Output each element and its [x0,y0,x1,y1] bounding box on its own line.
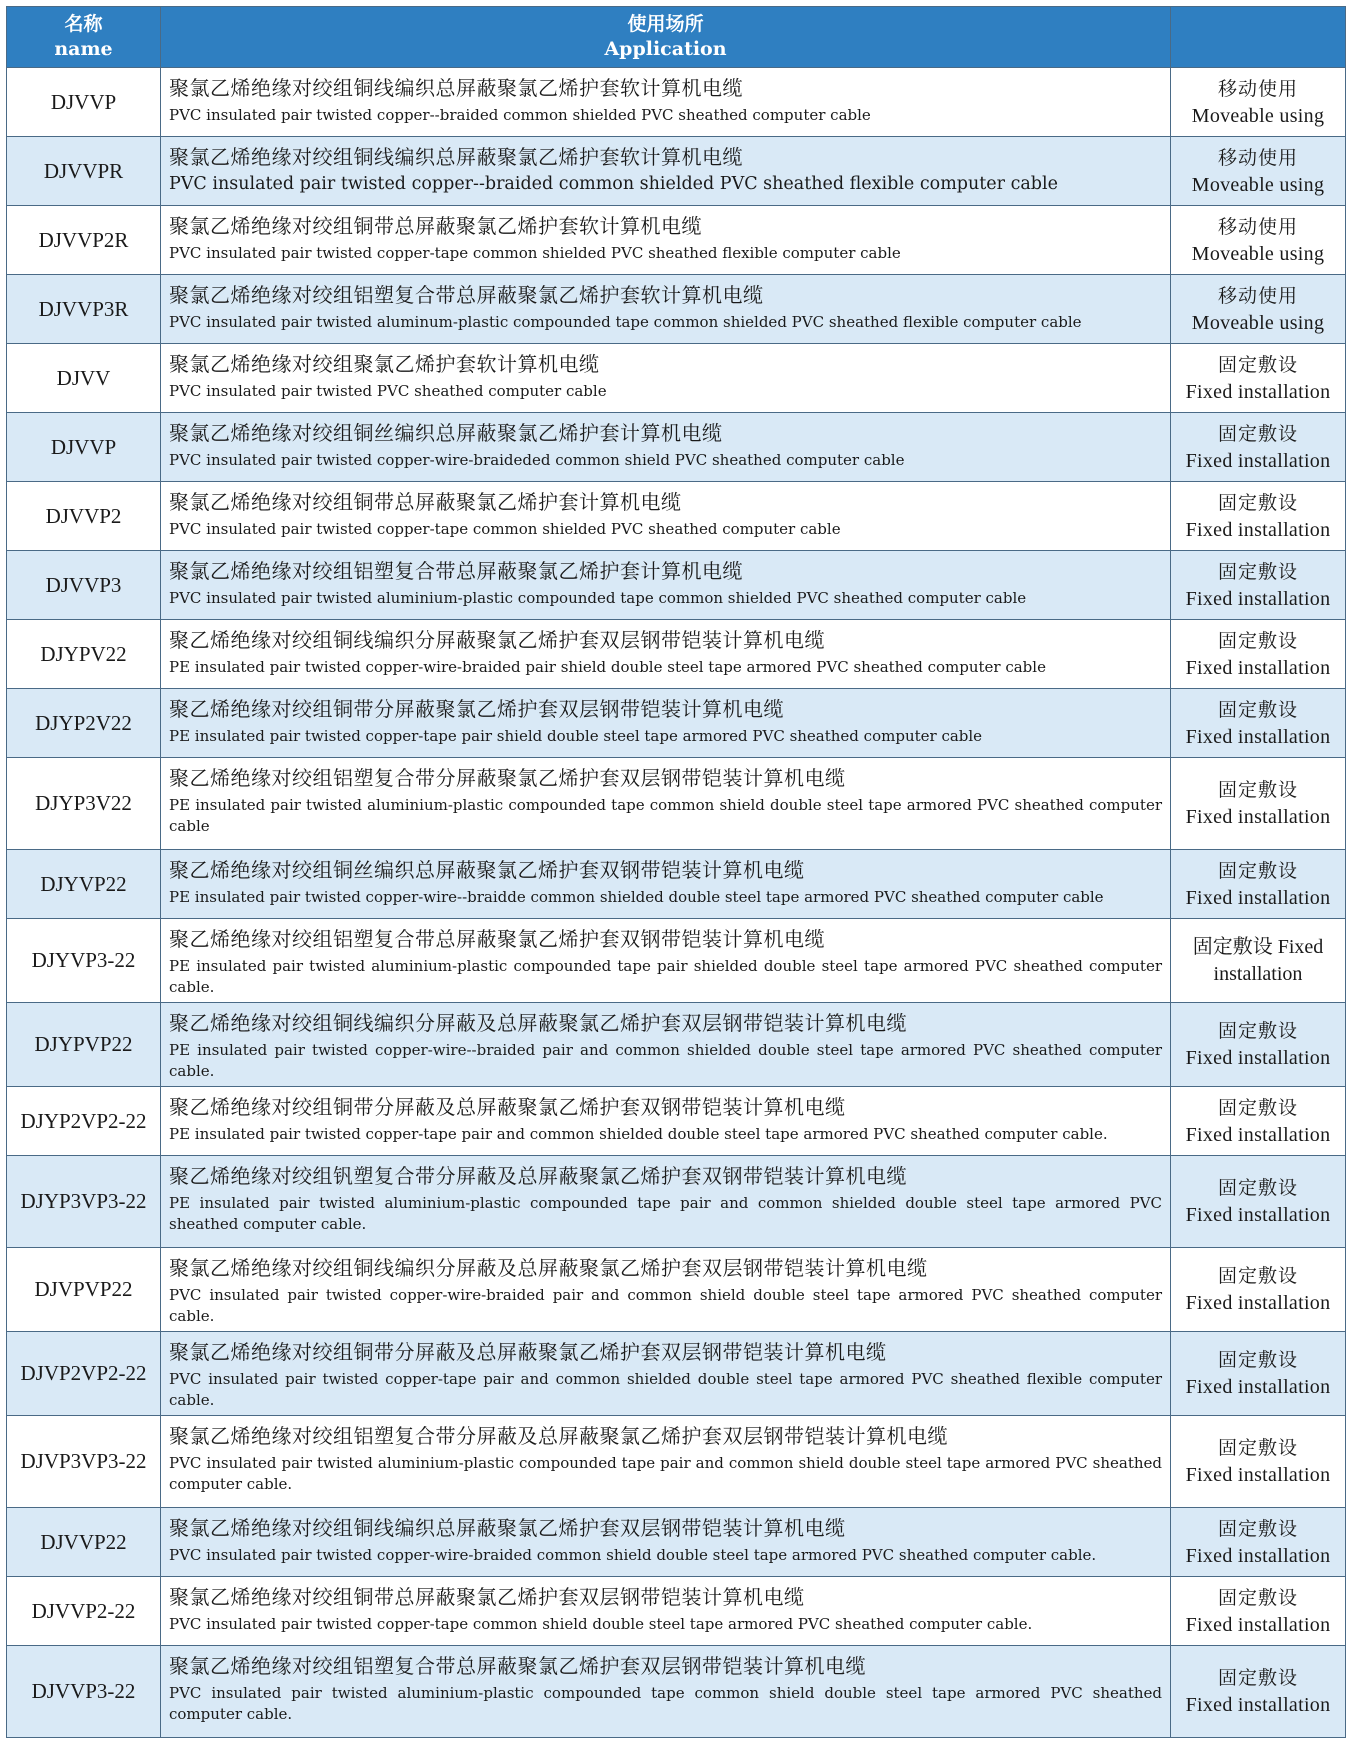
usage-zh: 固定敷设 [1217,698,1298,721]
usage-en: Fixed installation [1185,1694,1331,1716]
description-en: PVC insulated pair twisted copper-tape pair and common shielded double steel tape armored PVC sheathed flexible computer cable. [169,1370,1162,1409]
table-row [7,551,1346,620]
usage-zh: 固定敷设 [1217,1667,1298,1689]
description-zh: 聚乙烯绝缘对绞组铜带分屏蔽及总屏蔽聚氯乙烯护套双钢带铠装计算机电缆 [169,1095,846,1119]
usage-cell [1171,1087,1346,1156]
description-zh: 聚氯乙烯绝缘对绞组铜线编织总屏蔽聚氯乙烯护套软计算机电缆 [169,76,743,100]
usage-cell [1171,1003,1346,1087]
cable-description [161,413,1171,482]
cable-model-name: DJVPVP22 [7,1248,161,1332]
usage-zh: 固定敷设 [1217,1020,1298,1042]
description-en: PVC insulated pair twisted aluminium-plastic compounded tape pair and common shield double steel tape armored PVC sheathed computer cable. [169,1454,1162,1493]
usage-cell [1171,1577,1346,1646]
usage-cell [1171,1508,1346,1577]
cable-description [161,1646,1171,1738]
description-en: PE insulated pair twisted copper-tape pair shield double steel tape armored PVC sheathed computer cable [169,727,983,745]
usage-zh: 固定敷设 [1217,422,1298,445]
description-en: PE insulated pair twisted aluminium-plastic compounded tape pair shielded double steel tape armored PVC sheathed computer cable. [169,957,1162,996]
header-application-en: Application [604,38,727,60]
description-zh: 聚氯乙烯绝缘对绞组铜带总屏蔽聚氯乙烯护套计算机电缆 [169,490,682,514]
cable-model-name: DJVVP [7,413,161,482]
description-zh: 聚氯乙烯绝缘对绞组铜丝编织总屏蔽聚氯乙烯护套计算机电缆 [169,421,723,445]
usage-en: Fixed installation [1185,587,1331,610]
description-en: PE insulated pair twisted copper-wire--braidde common shielded double steel tape armored PVC sheathed computer cable [169,888,1104,906]
description-zh: 聚氯乙烯绝缘对绞组铜线编织分屏蔽及总屏蔽聚氯乙烯护套双层钢带铠装计算机电缆 [169,1256,928,1280]
usage-cell [1171,689,1346,758]
cable-description [161,1332,1171,1416]
description-zh: 聚乙烯绝缘对绞组铝塑复合带总屏蔽聚氯乙烯护套双钢带铠装计算机电缆 [169,927,825,951]
usage-zh: 固定敷设 [1217,491,1298,514]
usage-en: Fixed installation [1185,1047,1331,1069]
cable-description [161,275,1171,344]
cable-description [161,1003,1171,1087]
usage-zh: 固定敷设 [1217,779,1298,801]
usage-zh: 移动使用 [1217,215,1298,238]
description-en: PE insulated pair twisted copper-wire--braided pair and common shielded double steel tape armored PVC sheathed computer cable. [169,1041,1162,1080]
usage-cell [1171,1248,1346,1332]
cable-description [161,1577,1171,1646]
cable-model-name: DJYVP22 [7,850,161,919]
description-en: PVC insulated pair twisted copper-tape common shield double steel tape armored PVC sheathed computer cable. [169,1615,1033,1633]
cable-description [161,1248,1171,1332]
description-en: PE insulated pair twisted copper-wire-braided pair shield double steel tape armored PVC sheathed computer cable [169,658,1046,676]
usage-cell [1171,551,1346,620]
table-row [7,206,1346,275]
usage-cell [1171,68,1346,137]
usage-cell [1171,1646,1346,1738]
usage-en: Moveable using [1191,311,1325,334]
table-row [7,1087,1346,1156]
usage-cell [1171,137,1346,206]
usage-cell [1171,344,1346,413]
cable-model-name: DJYP2VP2-22 [7,1087,161,1156]
usage-cell [1171,850,1346,919]
description-zh: 聚乙烯绝缘对绞组钒塑复合带分屏蔽及总屏蔽聚氯乙烯护套双钢带铠装计算机电缆 [169,1164,907,1188]
table-row [7,344,1346,413]
description-zh: 聚氯乙烯绝缘对绞组铜线编织总屏蔽聚氯乙烯护套双层钢带铠装计算机电缆 [169,1516,846,1540]
cable-model-name: DJVP3VP3-22 [7,1416,161,1508]
table-row [7,68,1346,137]
usage-zh: 固定敷设 [1217,1586,1298,1609]
usage-en: Fixed installation [1185,806,1331,828]
description-en: PE insulated pair twisted aluminium-plastic compounded tape common shield double steel tape armored PVC sheathed computer cable [169,796,1162,835]
description-en: PVC insulated pair twisted copper--braided common shielded PVC sheathed flexible computer cable [169,174,1058,194]
description-zh: 聚乙烯绝缘对绞组铜线编织分屏蔽聚氯乙烯护套双层钢带铠装计算机电缆 [169,628,825,652]
cable-description [161,1416,1171,1508]
table-row [7,1646,1346,1738]
cable-model-name: DJVVP2-22 [7,1577,161,1646]
cable-description [161,551,1171,620]
cable-model-name: DJVVP3-22 [7,1646,161,1738]
cable-model-name: DJVVP3R [7,275,161,344]
cable-model-name: DJVV [7,344,161,413]
usage-zh: 移动使用 [1217,146,1298,169]
table-row [7,1332,1346,1416]
usage-en: Fixed installation [1185,380,1331,403]
description-zh: 聚氯乙烯绝缘对绞组铜线编织总屏蔽聚氯乙烯护套软计算机电缆 [169,145,743,169]
table-row [7,689,1346,758]
cable-model-name: DJVVP22 [7,1508,161,1577]
usage-cell [1171,482,1346,551]
description-zh: 聚氯乙烯绝缘对绞组铝塑复合带总屏蔽聚氯乙烯护套软计算机电缆 [169,283,764,307]
usage-en: Fixed installation [1185,518,1331,541]
cable-model-name: DJYVP3-22 [7,919,161,1003]
cable-model-name: DJVVPR [7,137,161,206]
usage-cell [1171,1416,1346,1508]
description-en: PVC insulated pair twisted copper-wire-braided common shield double steel tape armored PVC sheathed computer cable. [169,1546,1097,1564]
table-row [7,1508,1346,1577]
cable-description [161,482,1171,551]
description-zh: 聚氯乙烯绝缘对绞组铝塑复合带总屏蔽聚氯乙烯护套计算机电缆 [169,559,743,583]
usage-en: Fixed installation [1185,1204,1331,1226]
usage-en: Fixed installation [1185,1544,1331,1567]
usage-en: Fixed installation [1185,1123,1331,1146]
cable-description [161,1087,1171,1156]
cable-model-name: DJYPV22 [7,620,161,689]
description-en: PE insulated pair twisted copper-tape pair and common shielded double steel tape armored PVC sheathed computer cable. [169,1125,1108,1143]
description-en: PVC insulated pair twisted aluminium-plastic compounded tape common shielded PVC sheathed computer cable [169,589,1027,607]
cable-model-name: DJYP3V22 [7,758,161,850]
usage-en: Fixed installation [1185,1613,1331,1636]
usage-en: Fixed installation [1185,1292,1331,1314]
usage-zh: 固定敷设 [1217,1177,1298,1199]
usage-en: Fixed installation [1185,725,1331,748]
cable-description [161,206,1171,275]
cable-model-name: DJVVP3 [7,551,161,620]
usage-cell [1171,206,1346,275]
table-body [7,68,1346,1738]
cable-application-table [6,6,1346,1738]
cable-description [161,1156,1171,1248]
usage-en: Moveable using [1191,173,1325,196]
usage-en: Fixed installation [1185,449,1331,472]
description-zh: 聚乙烯绝缘对绞组铜丝编织总屏蔽聚氯乙烯护套双钢带铠装计算机电缆 [169,858,805,882]
description-zh: 聚氯乙烯绝缘对绞组聚氯乙烯护套软计算机电缆 [169,352,600,376]
usage-cell [1171,1332,1346,1416]
table-row [7,919,1346,1003]
cable-model-name: DJYPVP22 [7,1003,161,1087]
usage-combined: 固定敷设 Fixed installation [1192,935,1324,985]
header-usage [1171,7,1346,68]
description-en: PVC insulated pair twisted copper-wire-braided pair and common shield double steel tape armored PVC sheathed computer cable. [169,1286,1162,1325]
usage-zh: 固定敷设 [1217,1349,1298,1371]
usage-cell [1171,620,1346,689]
description-en: PVC insulated pair twisted copper--braided common shielded PVC sheathed computer cable [169,106,871,124]
usage-zh: 移动使用 [1217,284,1298,307]
header-name [7,7,161,68]
description-zh: 聚氯乙烯绝缘对绞组铝塑复合带总屏蔽聚氯乙烯护套双层钢带铠装计算机电缆 [169,1654,866,1678]
description-zh: 聚氯乙烯绝缘对绞组铜带总屏蔽聚氯乙烯护套软计算机电缆 [169,214,702,238]
description-en: PVC insulated pair twisted aluminum-plastic compounded tape common shielded PVC sheathed flexible computer cable [169,313,1082,331]
usage-zh: 固定敷设 [1217,1096,1298,1119]
cable-model-name: DJYP2V22 [7,689,161,758]
usage-en: Moveable using [1191,242,1325,265]
cable-description [161,919,1171,1003]
usage-zh: 固定敷设 [1217,560,1298,583]
usage-cell [1171,919,1346,1003]
usage-zh: 固定敷设 [1217,353,1298,376]
usage-cell [1171,758,1346,850]
cable-model-name: DJYP3VP3-22 [7,1156,161,1248]
description-en: PVC insulated pair twisted copper-tape common shielded PVC sheathed computer cable [169,520,841,538]
usage-zh: 移动使用 [1217,77,1298,100]
description-zh: 聚氯乙烯绝缘对绞组铜带分屏蔽及总屏蔽聚氯乙烯护套双层钢带铠装计算机电缆 [169,1340,887,1364]
cable-model-name: DJVVP [7,68,161,137]
cable-description [161,344,1171,413]
usage-en: Moveable using [1191,104,1325,127]
description-en: PVC insulated pair twisted PVC sheathed computer cable [169,382,607,400]
usage-cell [1171,1156,1346,1248]
cable-description [161,137,1171,206]
table-row [7,1416,1346,1508]
cable-description [161,1508,1171,1577]
cable-description [161,689,1171,758]
cable-model-name: DJVVP2R [7,206,161,275]
cable-model-name: DJVVP2 [7,482,161,551]
usage-en: Fixed installation [1185,656,1331,679]
usage-en: Fixed installation [1185,1376,1331,1398]
header-application-zh: 使用场所 [627,13,704,35]
usage-zh: 固定敷设 [1217,1437,1298,1459]
header-name-zh: 名称 [64,13,103,35]
usage-cell [1171,413,1346,482]
usage-en: Fixed installation [1185,886,1331,909]
table-row [7,137,1346,206]
table-row [7,1003,1346,1087]
table-row [7,275,1346,344]
usage-zh: 固定敷设 [1217,1517,1298,1540]
description-zh: 聚乙烯绝缘对绞组铜线编织分屏蔽及总屏蔽聚氯乙烯护套双层钢带铠装计算机电缆 [169,1011,907,1035]
table-row [7,1248,1346,1332]
description-en: PVC insulated pair twisted copper-tape common shielded PVC sheathed flexible computer cable [169,244,901,262]
usage-zh: 固定敷设 [1217,859,1298,882]
description-en: PVC insulated pair twisted copper-wire-braideded common shield PVC sheathed computer cable [169,451,905,469]
table-row [7,413,1346,482]
cable-description [161,850,1171,919]
usage-zh: 固定敷设 [1217,1265,1298,1287]
header-application [161,7,1171,68]
cable-model-name: DJVP2VP2-22 [7,1332,161,1416]
table-header [7,7,1346,68]
usage-cell [1171,275,1346,344]
description-en: PVC insulated pair twisted aluminium-plastic compounded tape common shield double steel tape armored PVC sheathed computer cable. [169,1684,1162,1723]
description-zh: 聚氯乙烯绝缘对绞组铝塑复合带分屏蔽及总屏蔽聚氯乙烯护套双层钢带铠装计算机电缆 [169,1424,948,1448]
table-row [7,1156,1346,1248]
usage-en: Fixed installation [1185,1464,1331,1486]
description-zh: 聚乙烯绝缘对绞组铜带分屏蔽聚氯乙烯护套双层钢带铠装计算机电缆 [169,697,784,721]
cable-description [161,620,1171,689]
cable-description [161,758,1171,850]
usage-zh: 固定敷设 [1217,629,1298,652]
header-name-en: name [54,38,113,60]
table-row [7,1577,1346,1646]
cable-description [161,68,1171,137]
table-row [7,620,1346,689]
description-zh: 聚氯乙烯绝缘对绞组铜带总屏蔽聚氯乙烯护套双层钢带铠装计算机电缆 [169,1585,805,1609]
description-zh: 聚乙烯绝缘对绞组铝塑复合带分屏蔽聚氯乙烯护套双层钢带铠装计算机电缆 [169,766,846,790]
description-en: PE insulated pair twisted aluminium-plastic compounded tape pair and common shielded double steel tape armored PVC sheathed computer cable. [169,1194,1162,1233]
table-row [7,482,1346,551]
table-row [7,850,1346,919]
table-row [7,758,1346,850]
